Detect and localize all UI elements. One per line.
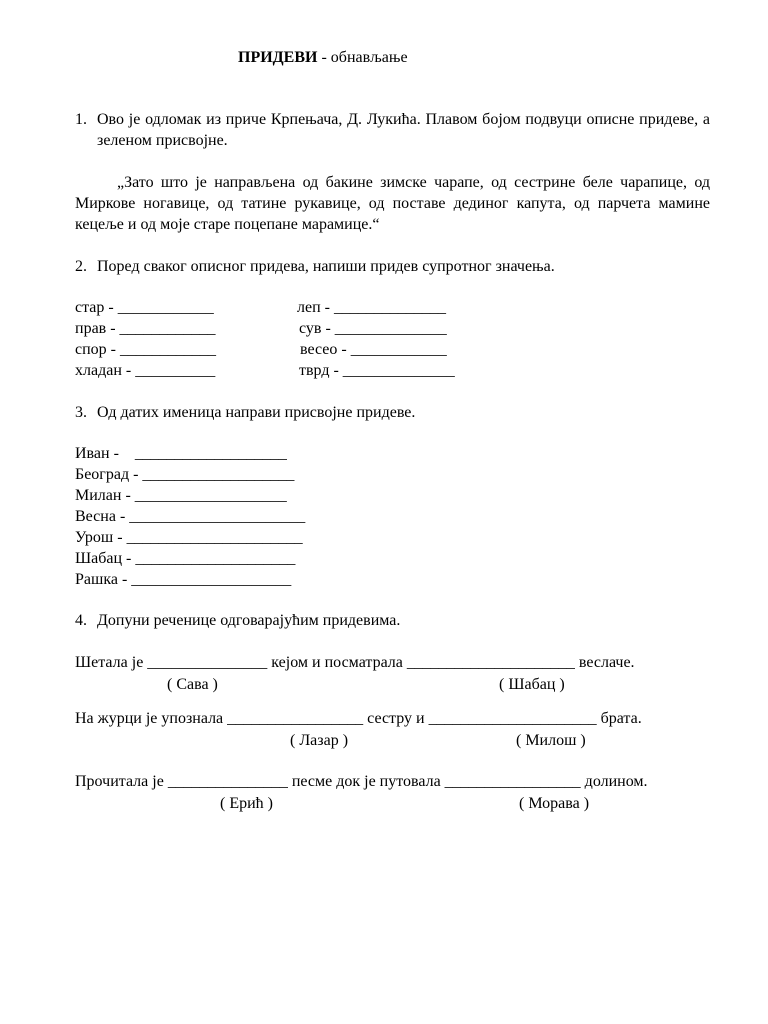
possessive-item-4: Весна - ______________________ <box>75 508 306 525</box>
antonym-left-1: стар - ____________ <box>75 299 214 316</box>
possessive-item-6: Шабац - ____________________ <box>75 550 296 567</box>
antonym-right-3: весео - ____________ <box>300 341 447 358</box>
possessive-item-7: Рашка - ____________________ <box>75 571 292 588</box>
sentence-3: Прочитала је _______________ песме док је путовала _________________ долином. <box>75 773 648 790</box>
question-4-text: Допуни реченице одговарајућим придевима. <box>97 612 401 629</box>
page-title <box>238 47 408 68</box>
antonym-left-4: хладан - __________ <box>75 362 216 379</box>
antonym-left-2: прав - ____________ <box>75 320 216 337</box>
question-2-number: 2. <box>75 258 87 275</box>
question-1-number: 1. <box>75 111 87 128</box>
possessive-item-2: Београд - ___________________ <box>75 466 295 483</box>
antonym-right-1: леп - ______________ <box>297 299 446 316</box>
sentence-1-hint-2: ( Шабац ) <box>499 676 565 693</box>
sentence-2: На журци је упознала _________________ сестру и _____________________ брата. <box>75 710 642 727</box>
question-4-number: 4. <box>75 612 87 629</box>
title-bold: ПРИДЕВИ <box>238 49 318 66</box>
sentence-1: Шетала је _______________ кејом и посматрала _____________________ веслаче. <box>75 654 635 671</box>
possessive-item-1: Иван - ___________________ <box>75 445 287 462</box>
sentence-2-hint-2: ( Милош ) <box>516 732 586 749</box>
sentence-3-hint-2: ( Морава ) <box>519 795 590 812</box>
question-1-quote: „Зато што је направљена од бакине зимске чарапе, од сестрине беле чарапице, од Миркове ногавице, од татине рукавице, од поставе дединог капута, од парчета мамине кецеље и од моје старе поцепане марамице.“ <box>75 174 710 233</box>
possessive-item-3: Милан - ___________________ <box>75 487 287 504</box>
antonym-right-4: тврд - ______________ <box>299 362 455 379</box>
possessive-item-5: Урош - ______________________ <box>75 529 303 546</box>
question-2-text: Поред сваког описног придева, напиши придев супротног значења. <box>97 258 555 275</box>
sentence-3-hint-1: ( Ерић ) <box>220 795 273 812</box>
sentence-1-hint-1: ( Сава ) <box>167 676 218 693</box>
question-3-text: Од датих именица направи присвојне придеве. <box>97 404 416 421</box>
antonym-left-3: спор - ____________ <box>75 341 216 358</box>
title-subtitle: - обнављање <box>317 49 408 66</box>
question-3-number: 3. <box>75 404 87 421</box>
antonym-right-2: сув - ______________ <box>299 320 447 337</box>
sentence-2-hint-1: ( Лазар ) <box>290 732 349 749</box>
question-1-text: Ово је одломак из приче Крпењача, Д. Лукића. Плавом бојом подвуци описне придеве, а зеленом присвојне. <box>97 111 710 149</box>
